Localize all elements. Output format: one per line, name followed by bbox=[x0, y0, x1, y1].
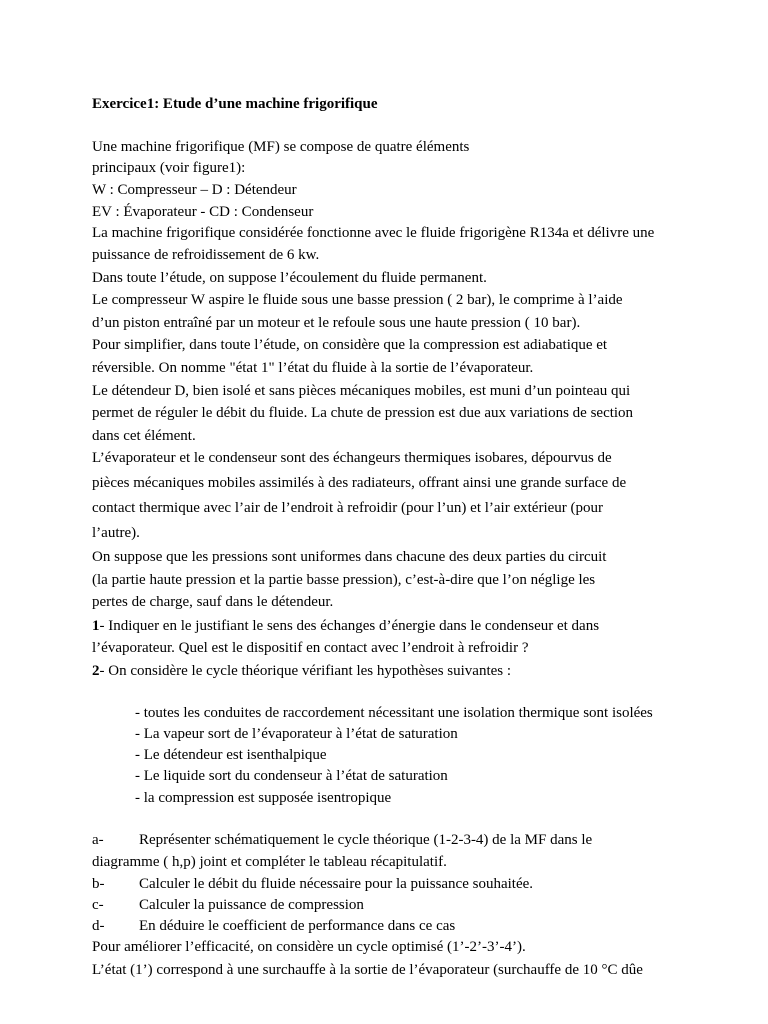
subquestion-text: Représenter schématiquement le cycle théorique (1-2-3-4) de la MF dans le bbox=[139, 832, 593, 848]
paragraph-line: (la partie haute pression et la partie basse pression), c’est-à-dire que l’on néglige les bbox=[92, 572, 596, 588]
hypothesis-item: - toutes les conduites de raccordement nécessitant une isolation thermique sont isolées bbox=[135, 705, 653, 721]
question-text: - Indiquer en le justifiant le sens des échanges d’énergie dans le condenseur et dans bbox=[99, 618, 600, 634]
paragraph-line: Pour améliorer l’efficacité, on considère un cycle optimisé (1’-2’-3’-4’). bbox=[92, 939, 526, 955]
question-2 bbox=[92, 662, 511, 681]
paragraph-line: réversible. On nomme "état 1" l’état du fluide à la sortie de l’évaporateur. bbox=[92, 360, 534, 376]
paragraph-line: L’état (1’) correspond à une surchauffe à la sortie de l’évaporateur (surchauffe de 10 °C dûe bbox=[92, 962, 643, 978]
question-number: 1 bbox=[92, 618, 100, 634]
paragraph-line: puissance de refroidissement de 6 kw. bbox=[92, 247, 320, 263]
hypothesis-item: - Le détendeur est isenthalpique bbox=[135, 747, 327, 763]
paragraph-line: On suppose que les pressions sont uniformes dans chacune des deux parties du circuit bbox=[92, 549, 607, 565]
hypothesis-item: - Le liquide sort du condenseur à l’état de saturation bbox=[135, 768, 448, 784]
exercise-title: Exercice1: Etude d’une machine frigorifique bbox=[92, 96, 378, 112]
subquestion-label: b- bbox=[92, 876, 105, 892]
question-1 bbox=[92, 617, 599, 636]
paragraph-line: contact thermique avec l’air de l’endroit à refroidir (pour l’un) et l’air extérieur (pour bbox=[92, 500, 604, 516]
paragraph-line: L’évaporateur et le condenseur sont des échangeurs thermiques isobares, dépourvus de bbox=[92, 450, 612, 466]
paragraph-line: La machine frigorifique considérée fonctionne avec le fluide frigorigène R134a et délivre une bbox=[92, 225, 655, 241]
paragraph-line: Pour simplifier, dans toute l’étude, on considère que la compression est adiabatique et bbox=[92, 337, 608, 353]
paragraph-line: pertes de charge, sauf dans le détendeur. bbox=[92, 594, 334, 610]
paragraph-line: pièces mécaniques mobiles assimilés à des radiateurs, offrant ainsi une grande surface de bbox=[92, 475, 627, 491]
subquestion-text: Calculer la puissance de compression bbox=[139, 897, 364, 913]
question-number: 2 bbox=[92, 663, 100, 679]
subquestion-label: d- bbox=[92, 918, 105, 934]
paragraph-line: principaux (voir figure1): bbox=[92, 160, 246, 176]
paragraph-line: d’un piston entraîné par un moteur et le refoule sous une haute pression ( 10 bar). bbox=[92, 315, 581, 331]
subquestion-a-continued: diagramme ( h,p) joint et compléter le tableau récapitulatif. bbox=[92, 854, 447, 870]
paragraph-line: EV : Évaporateur - CD : Condenseur bbox=[92, 204, 314, 220]
subquestion-label: a- bbox=[92, 832, 104, 848]
hypothesis-item: - la compression est supposée isentropique bbox=[135, 790, 392, 806]
question-text: - On considère le cycle théorique vérifiant les hypothèses suivantes : bbox=[99, 663, 512, 679]
paragraph-line: W : Compresseur – D : Détendeur bbox=[92, 182, 297, 198]
subquestion-text: Calculer le débit du fluide nécessaire pour la puissance souhaitée. bbox=[139, 876, 534, 892]
subquestion-d bbox=[92, 917, 668, 936]
hypothesis-item: - La vapeur sort de l’évaporateur à l’état de saturation bbox=[135, 726, 458, 742]
subquestion-c bbox=[92, 896, 668, 915]
paragraph-line: permet de réguler le débit du fluide. La chute de pression est due aux variations de section bbox=[92, 405, 634, 421]
paragraph-line: dans cet élément. bbox=[92, 428, 196, 444]
paragraph-line: Une machine frigorifique (MF) se compose de quatre éléments bbox=[92, 139, 470, 155]
paragraph-line: Dans toute l’étude, on suppose l’écoulement du fluide permanent. bbox=[92, 270, 487, 286]
subquestion-b bbox=[92, 875, 668, 894]
subquestion-a bbox=[92, 831, 668, 850]
subquestion-label: c- bbox=[92, 897, 104, 913]
paragraph-line: l’autre). bbox=[92, 525, 140, 541]
paragraph-line: Le détendeur D, bien isolé et sans pièces mécaniques mobiles, est muni d’un pointeau qui bbox=[92, 383, 631, 399]
paragraph-line: Le compresseur W aspire le fluide sous une basse pression ( 2 bar), le comprime à l’aide bbox=[92, 292, 623, 308]
subquestion-text: En déduire le coefficient de performance dans ce cas bbox=[139, 918, 456, 934]
question-1-continued: l’évaporateur. Quel est le dispositif en contact avec l’endroit à refroidir ? bbox=[92, 640, 529, 656]
